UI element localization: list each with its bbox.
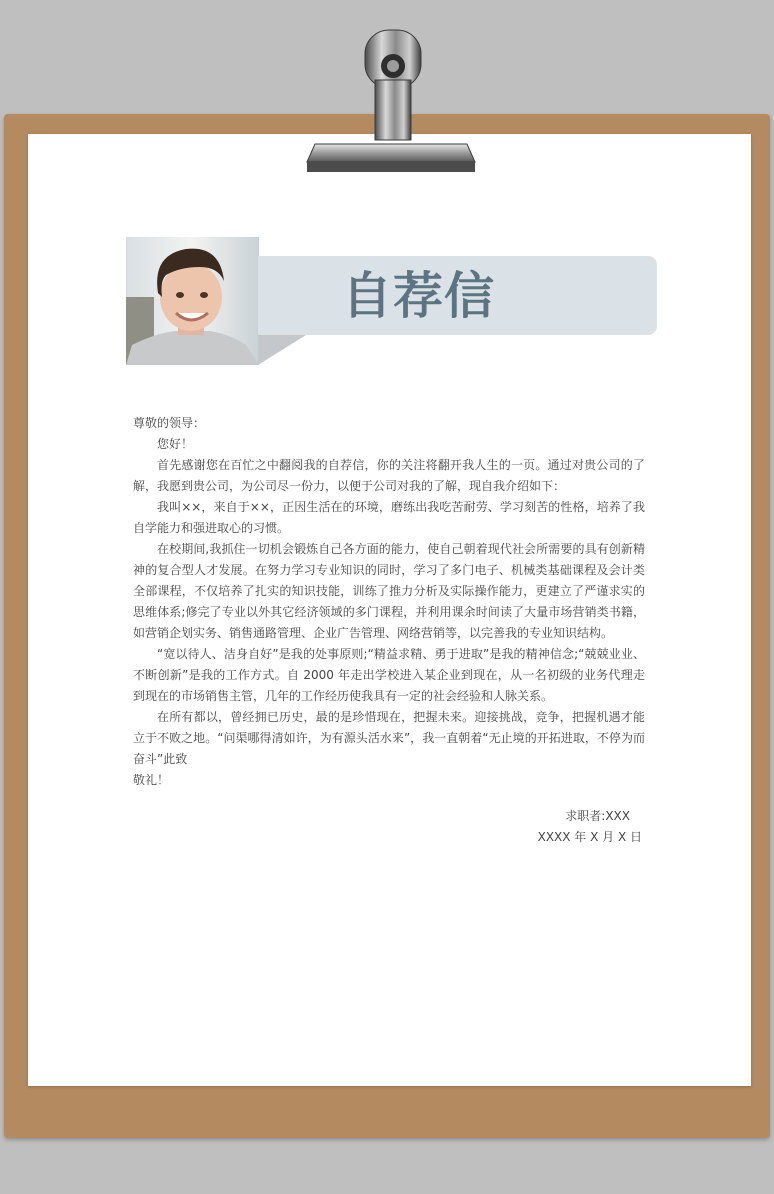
closing-salute: 敬礼！ — [133, 773, 170, 787]
signature-date: XXXX 年 X 月 X 日 — [537, 830, 642, 844]
applicant-photo — [126, 237, 259, 365]
signature-block — [470, 806, 642, 848]
closing-paragraph: 在所有都以，曾经拥已历史，最的是珍惜现在，把握未来。迎接挑战，竞争，把握机遇才能立于不败之地。“问渠哪得清如许，为有源头活水来”，我一直朝着“无止境的开拓进取，不停为而奋斗”此致 — [133, 710, 645, 766]
intro-paragraph: 首先感谢您在百忙之中翻阅我的自荐信，你的关注将翻开我人生的一页。通过对贵公司的了解，我愿到贵公司，为公司尽一份力，以便于公司对我的了解，现自我介绍如下： — [133, 458, 645, 493]
education-paragraph: 在校期间,我抓住一切机会锻炼自己各方面的能力，使自己朝着现代社会所需要的具有创新精神的复合型人才发展。在努力学习专业知识的同时，学习了多门电子、机械类基础课程及会计类全部课程，不仅培养了扎实的知识技能，训练了推力分析及实际操作能力，更建立了严谨求实的思维体系;修完了专业以外其它经济领域的多门课程，并利用课余时间读了大量市场营销类书籍，如营销企划实务、销售通路管理、企业广告管理、网络营销等，以完善我的专业知识结构。 — [133, 542, 645, 640]
banner-fold-shadow — [258, 335, 306, 365]
binder-clip-icon — [305, 22, 477, 182]
salutation: 尊敬的领导： — [133, 416, 206, 430]
principles-paragraph: “宽以待人、洁身自好”是我的处事原则;“精益求精、勇于进取”是我的精神信念;“兢兢业业、不断创新”是我的工作方式。自 2000 年走出学校进入某企业到现在，从一名初级的业务代理走到现在的市场销售主管，几年的工作经历使我具有一定的社会经验和人脉关系。 — [133, 647, 645, 703]
letter-body — [133, 413, 645, 791]
greeting-paragraph: 您好！ — [157, 437, 194, 451]
signature-name: 求职者:XXX — [565, 809, 630, 823]
page-title: 自荐信 — [342, 267, 495, 325]
background-paragraph: 我叫××，来自于××，正因生活在的环境，磨练出我吃苦耐劳、学习刻苦的性格，培养了我自学能力和强进取心的习惯。 — [133, 500, 645, 535]
